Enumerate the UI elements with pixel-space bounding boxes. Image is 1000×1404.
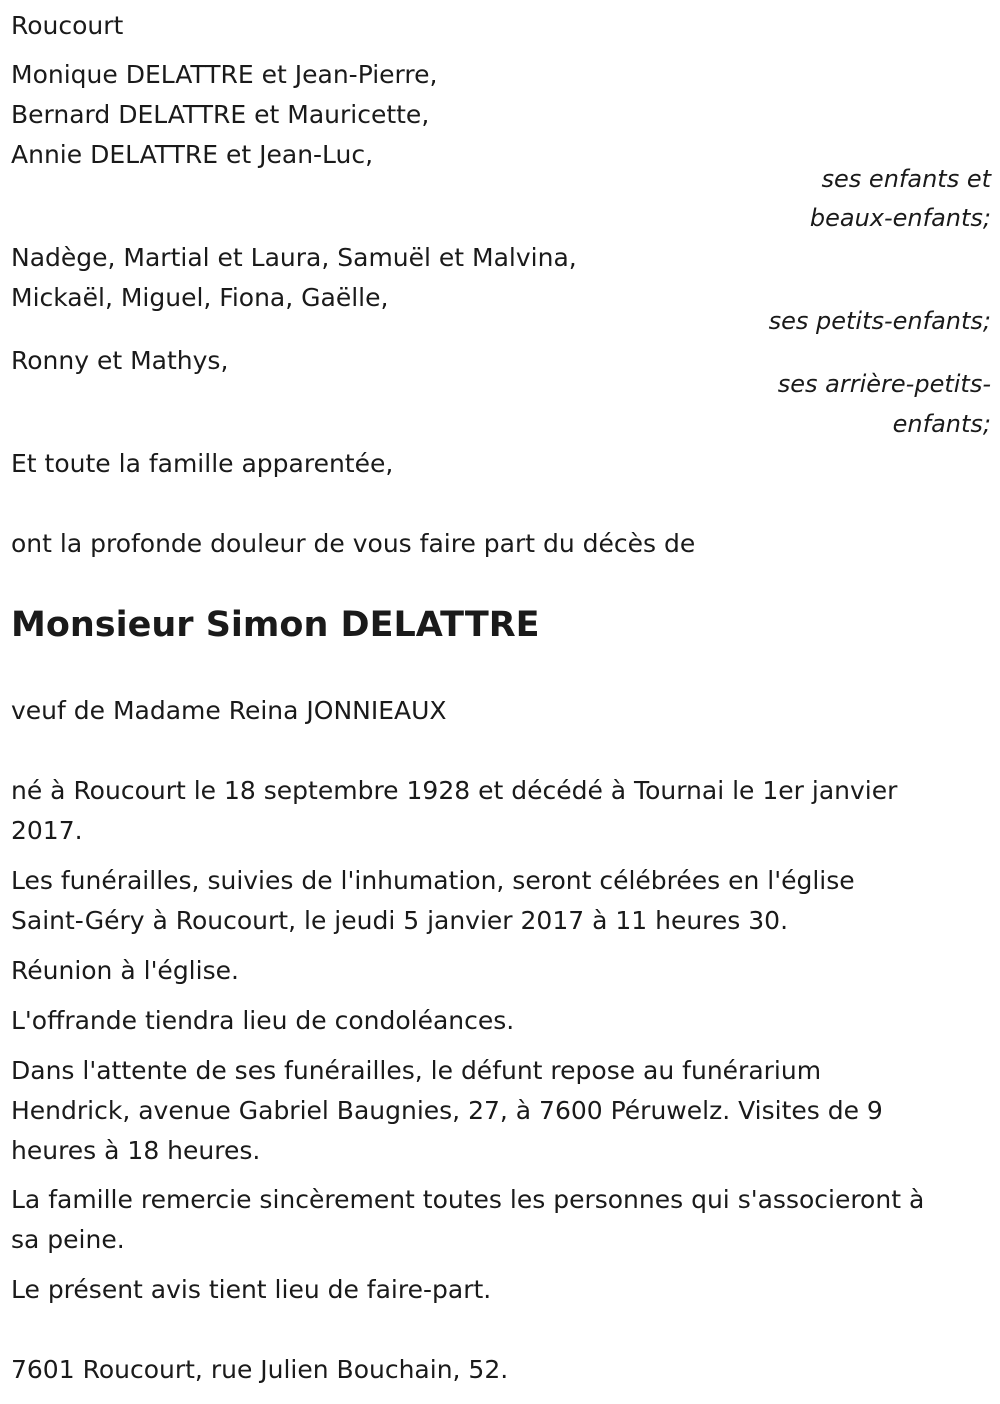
spouse-line: veuf de Madame Reina JONNIEAUX [11, 696, 447, 725]
repose-line-1: Dans l'attente de ses funérailles, le défunt repose au funérarium [11, 1056, 822, 1085]
thanks-line-2: sa peine. [11, 1225, 125, 1254]
announcement-line: ont la profonde douleur de vous faire part du décès de [11, 529, 696, 558]
birth-death-line-2: 2017. [11, 816, 83, 845]
funeral-line-1: Les funérailles, suivies de l'inhumation, seront célébrées en l'église [11, 866, 855, 895]
child-line-3: Annie DELATTRE et Jean-Luc, [11, 140, 374, 169]
funeral-line-2: Saint-Géry à Roucourt, le jeudi 5 janvier 2017 à 11 heures 30. [11, 906, 789, 935]
thanks-line-1: La famille remercie sincèrement toutes les personnes qui s'associeront à [11, 1185, 925, 1214]
great-grandchildren: Ronny et Mathys, [11, 346, 229, 375]
child-line-2: Bernard DELATTRE et Mauricette, [11, 100, 430, 129]
repose-line-2: Hendrick, avenue Gabriel Baugnies, 27, à 7600 Péruwelz. Visites de 9 [11, 1096, 883, 1125]
grandchildren-line-1: Nadège, Martial et Laura, Samuël et Malvina, [11, 243, 577, 272]
location-header: Roucourt [11, 11, 124, 40]
offering-line: L'offrande tiendra lieu de condoléances. [11, 1006, 515, 1035]
deceased-name: Monsieur Simon DELATTRE [11, 605, 540, 645]
child-line-1: Monique DELATTRE et Jean-Pierre, [11, 60, 438, 89]
grandchildren-line-2: Mickaël, Miguel, Fiona, Gaëlle, [11, 283, 389, 312]
birth-death-line-1: né à Roucourt le 18 septembre 1928 et décédé à Tournai le 1er janvier [11, 776, 898, 805]
great-grandchildren-role-line-1: ses arrière-petits- [777, 370, 991, 398]
children-role-line-2: beaux-enfants; [809, 204, 991, 232]
family-line: Et toute la famille apparentée, [11, 449, 394, 478]
children-role-line-1: ses enfants et [821, 165, 991, 193]
notice-line: Le présent avis tient lieu de faire-part. [11, 1275, 492, 1304]
grandchildren-role: ses petits-enfants; [768, 307, 991, 335]
great-grandchildren-role-line-2: enfants; [892, 410, 991, 438]
meeting-line: Réunion à l'église. [11, 956, 239, 985]
address-line: 7601 Roucourt, rue Julien Bouchain, 52. [11, 1355, 509, 1384]
repose-line-3: heures à 18 heures. [11, 1136, 261, 1165]
